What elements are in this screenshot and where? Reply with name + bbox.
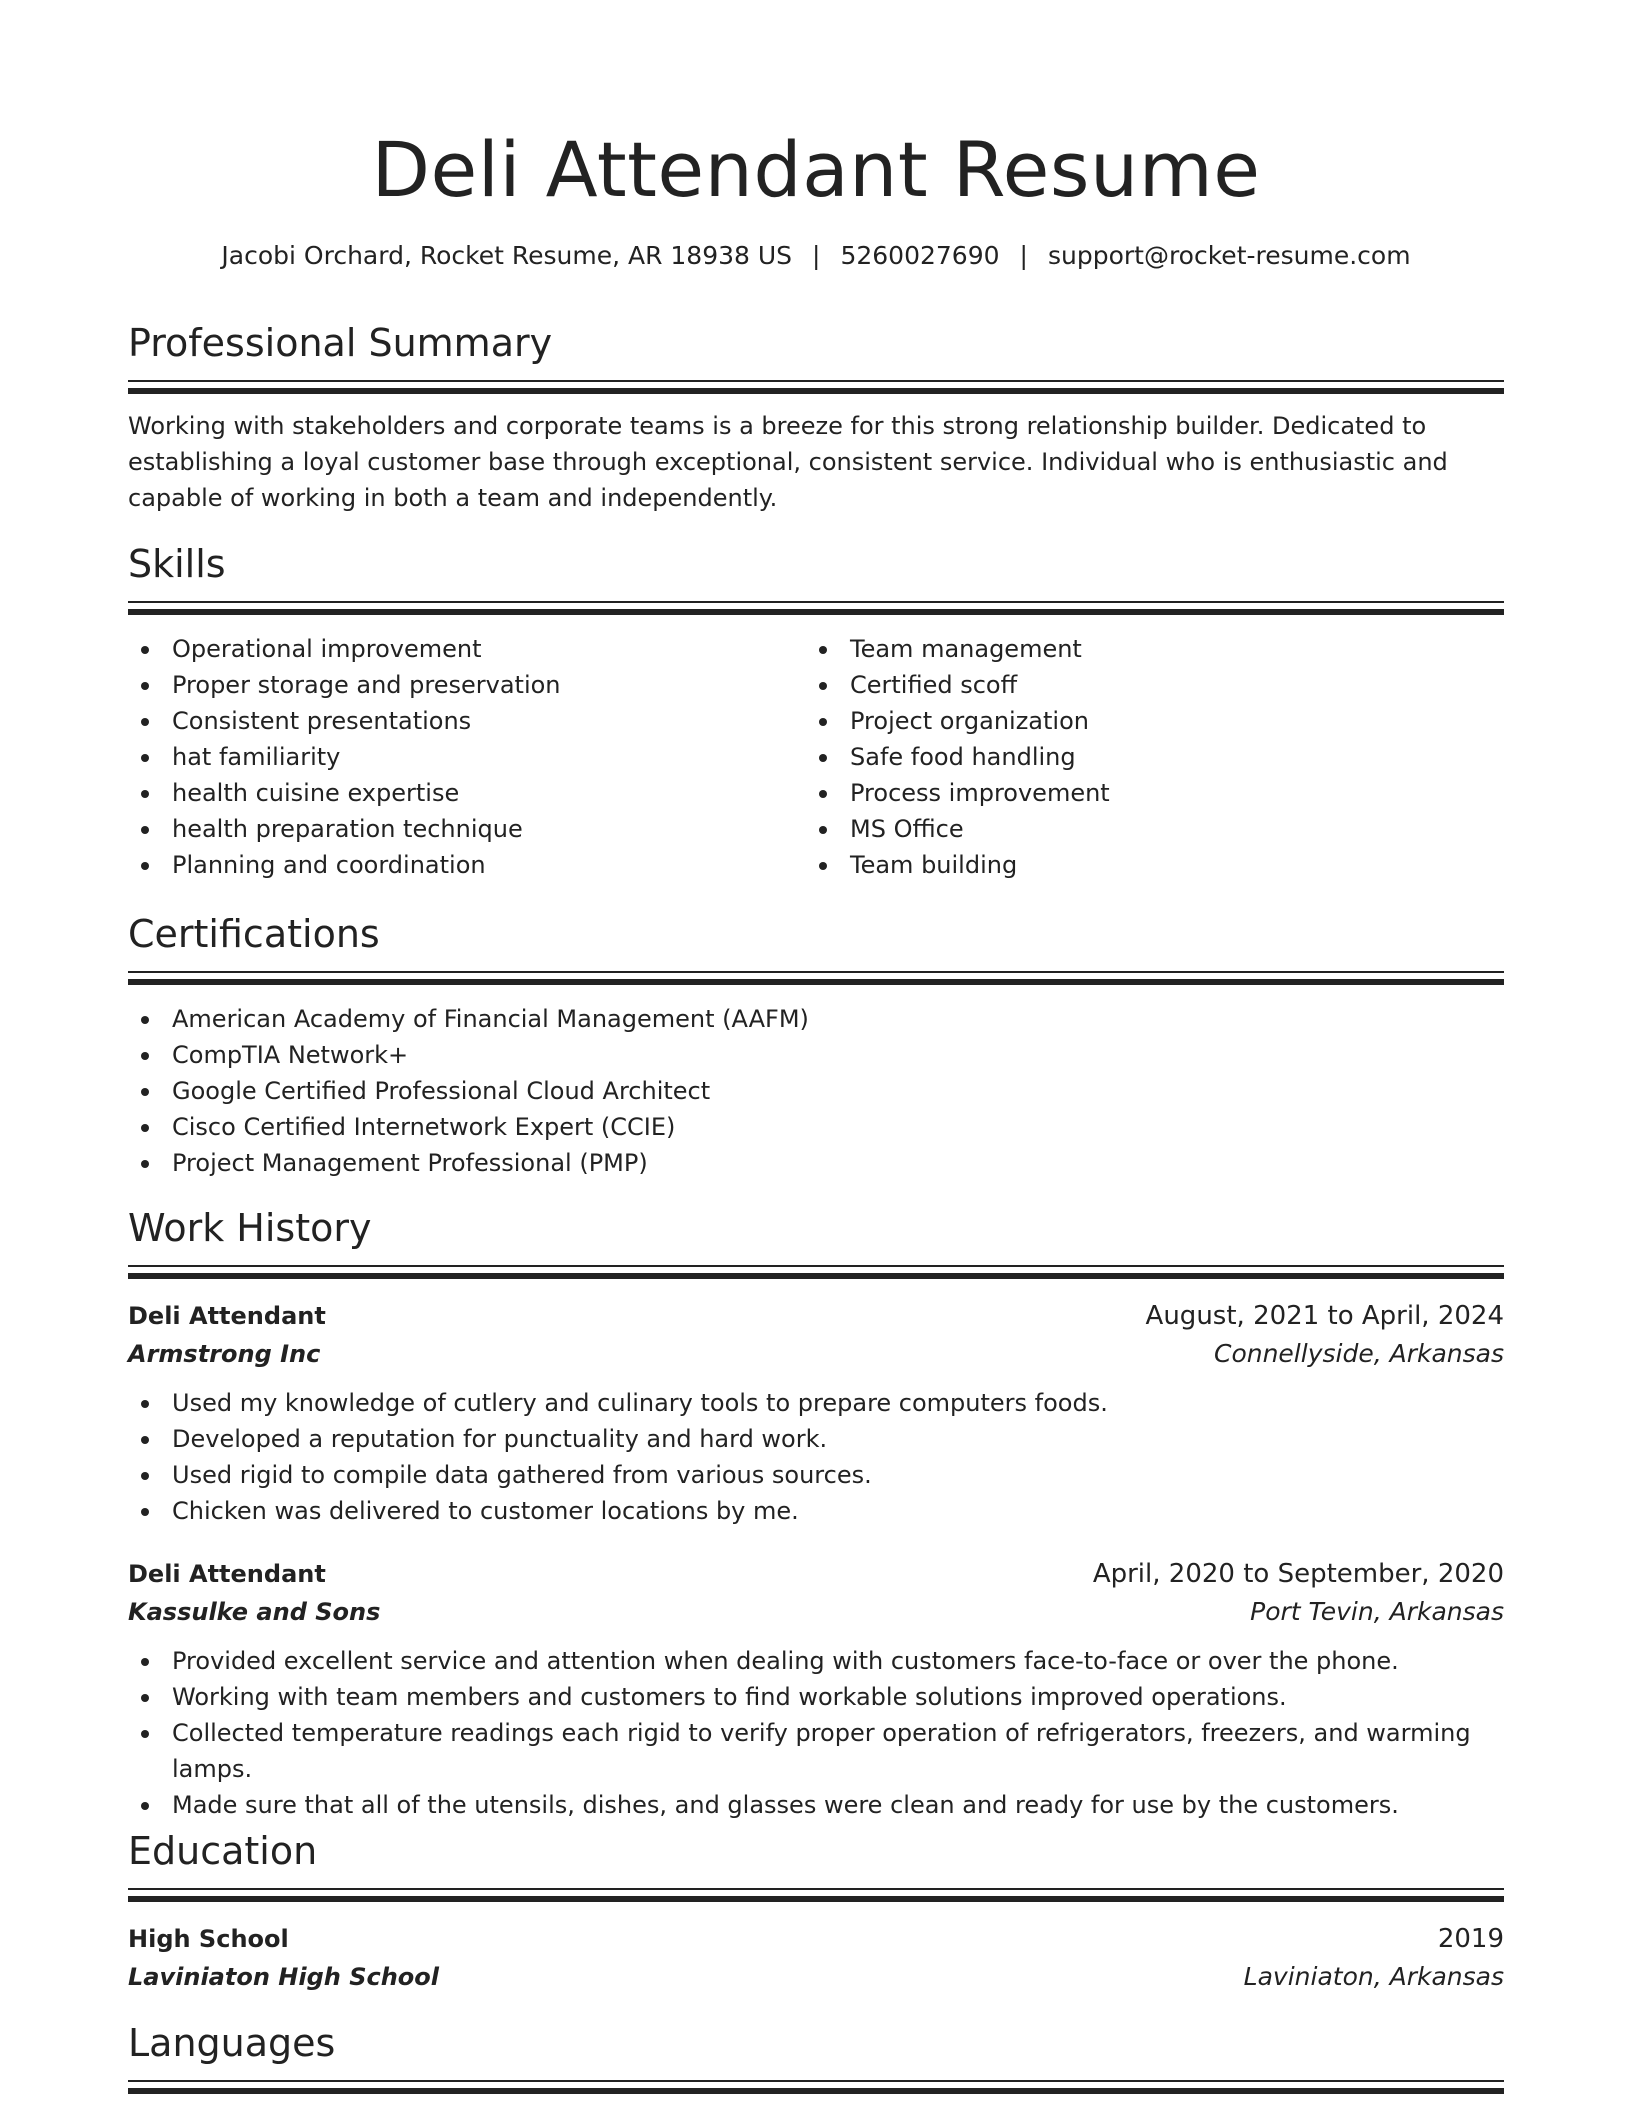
skill-item: Team management	[806, 631, 1484, 667]
skill-item: MS Office	[806, 811, 1484, 847]
job-bullet: Provided excellent service and attention when dealing with customers face-to-face or over the phone.	[128, 1643, 1504, 1679]
certifications-list	[128, 1001, 1504, 1181]
contact-email: support@rocket-resume.com	[1047, 241, 1411, 270]
job-location: Connellyside, Arkansas	[1213, 1339, 1504, 1368]
job-bullets	[128, 1643, 1504, 1823]
contact-separator: |	[812, 241, 821, 270]
job-bullet: Collected temperature readings each rigid to verify proper operation of refrigerators, freezers, and warming lamps.	[128, 1715, 1504, 1787]
job-entry	[128, 1297, 1504, 1529]
education-year: 2019	[1437, 1924, 1504, 1954]
certification-item: American Academy of Financial Management (AAFM)	[128, 1001, 1504, 1037]
summary-section	[128, 318, 1504, 516]
certifications-section	[128, 909, 1504, 1181]
contact-address: Jacobi Orchard, Rocket Resume, AR 18938 US	[221, 241, 793, 270]
section-divider	[128, 1888, 1504, 1902]
skill-item: health cuisine expertise	[128, 775, 806, 811]
education-section	[128, 1826, 1504, 1996]
skills-list-left	[128, 631, 806, 883]
job-bullet: Chicken was delivered to customer locations by me.	[128, 1493, 1504, 1529]
summary-text: Working with stakeholders and corporate teams is a breeze for this strong relationship builder. Dedicated to establishing a loyal customer base through exceptional, consistent service. Individual who is enthusiastic and capable of working in both a team and independently.	[128, 412, 1448, 512]
skill-item: Certified scoff	[806, 667, 1484, 703]
skill-item: Process improvement	[806, 775, 1484, 811]
languages-section	[128, 2018, 1504, 2094]
section-heading: Certifications	[128, 912, 380, 956]
skill-item: Team building	[806, 847, 1484, 883]
job-company: Armstrong Inc	[128, 1340, 321, 1368]
skill-item: Safe food handling	[806, 739, 1484, 775]
education-degree: High School	[128, 1925, 289, 1953]
section-divider	[128, 971, 1504, 985]
skills-columns	[128, 631, 1504, 883]
skill-item: Consistent presentations	[128, 703, 806, 739]
skill-item: hat familiarity	[128, 739, 806, 775]
contact-phone: 5260027690	[840, 241, 1000, 270]
education-location: Laviniaton, Arkansas	[1243, 1962, 1504, 1991]
contact-separator: |	[1019, 241, 1028, 270]
skill-item: Project organization	[806, 703, 1484, 739]
job-bullets	[128, 1385, 1504, 1529]
skills-list-right	[806, 631, 1484, 883]
skill-item: Operational improvement	[128, 631, 806, 667]
job-dates: August, 2021 to April, 2024	[1145, 1301, 1504, 1331]
section-divider	[128, 380, 1504, 394]
section-heading: Education	[128, 1829, 318, 1873]
skill-item: Planning and coordination	[128, 847, 806, 883]
job-bullet: Developed a reputation for punctuality and hard work.	[128, 1421, 1504, 1457]
work-history-section	[128, 1203, 1504, 1823]
education-entry	[128, 1920, 1504, 1996]
education-school: Laviniaton High School	[128, 1963, 440, 1991]
skill-item: health preparation technique	[128, 811, 806, 847]
section-heading: Languages	[128, 2021, 336, 2065]
section-heading: Skills	[128, 542, 226, 586]
skill-item: Proper storage and preservation	[128, 667, 806, 703]
job-company: Kassulke and Sons	[128, 1598, 381, 1626]
job-bullet: Used rigid to compile data gathered from various sources.	[128, 1457, 1504, 1493]
job-title: Deli Attendant	[128, 1560, 326, 1588]
certification-item: Google Certified Professional Cloud Architect	[128, 1073, 1504, 1109]
section-divider	[128, 601, 1504, 615]
certification-item: Cisco Certified Internetwork Expert (CCIE)	[128, 1109, 1504, 1145]
job-title: Deli Attendant	[128, 1302, 326, 1330]
job-entry	[128, 1555, 1504, 1823]
resume-title: Deli Attendant Resume	[371, 125, 1261, 214]
job-dates: April, 2020 to September, 2020	[1092, 1559, 1504, 1589]
job-bullet: Used my knowledge of cutlery and culinary tools to prepare computers foods.	[128, 1385, 1504, 1421]
section-heading: Professional Summary	[128, 321, 553, 365]
section-divider	[128, 2080, 1504, 2094]
certification-item: Project Management Professional (PMP)	[128, 1145, 1504, 1181]
skills-section	[128, 539, 1504, 883]
section-divider	[128, 1265, 1504, 1279]
section-heading: Work History	[128, 1206, 372, 1250]
job-bullet: Working with team members and customers to find workable solutions improved operations.	[128, 1679, 1504, 1715]
job-location: Port Tevin, Arkansas	[1250, 1597, 1504, 1626]
contact-line	[128, 238, 1504, 274]
job-bullet: Made sure that all of the utensils, dishes, and glasses were clean and ready for use by the customers.	[128, 1787, 1504, 1823]
certification-item: CompTIA Network+	[128, 1037, 1504, 1073]
